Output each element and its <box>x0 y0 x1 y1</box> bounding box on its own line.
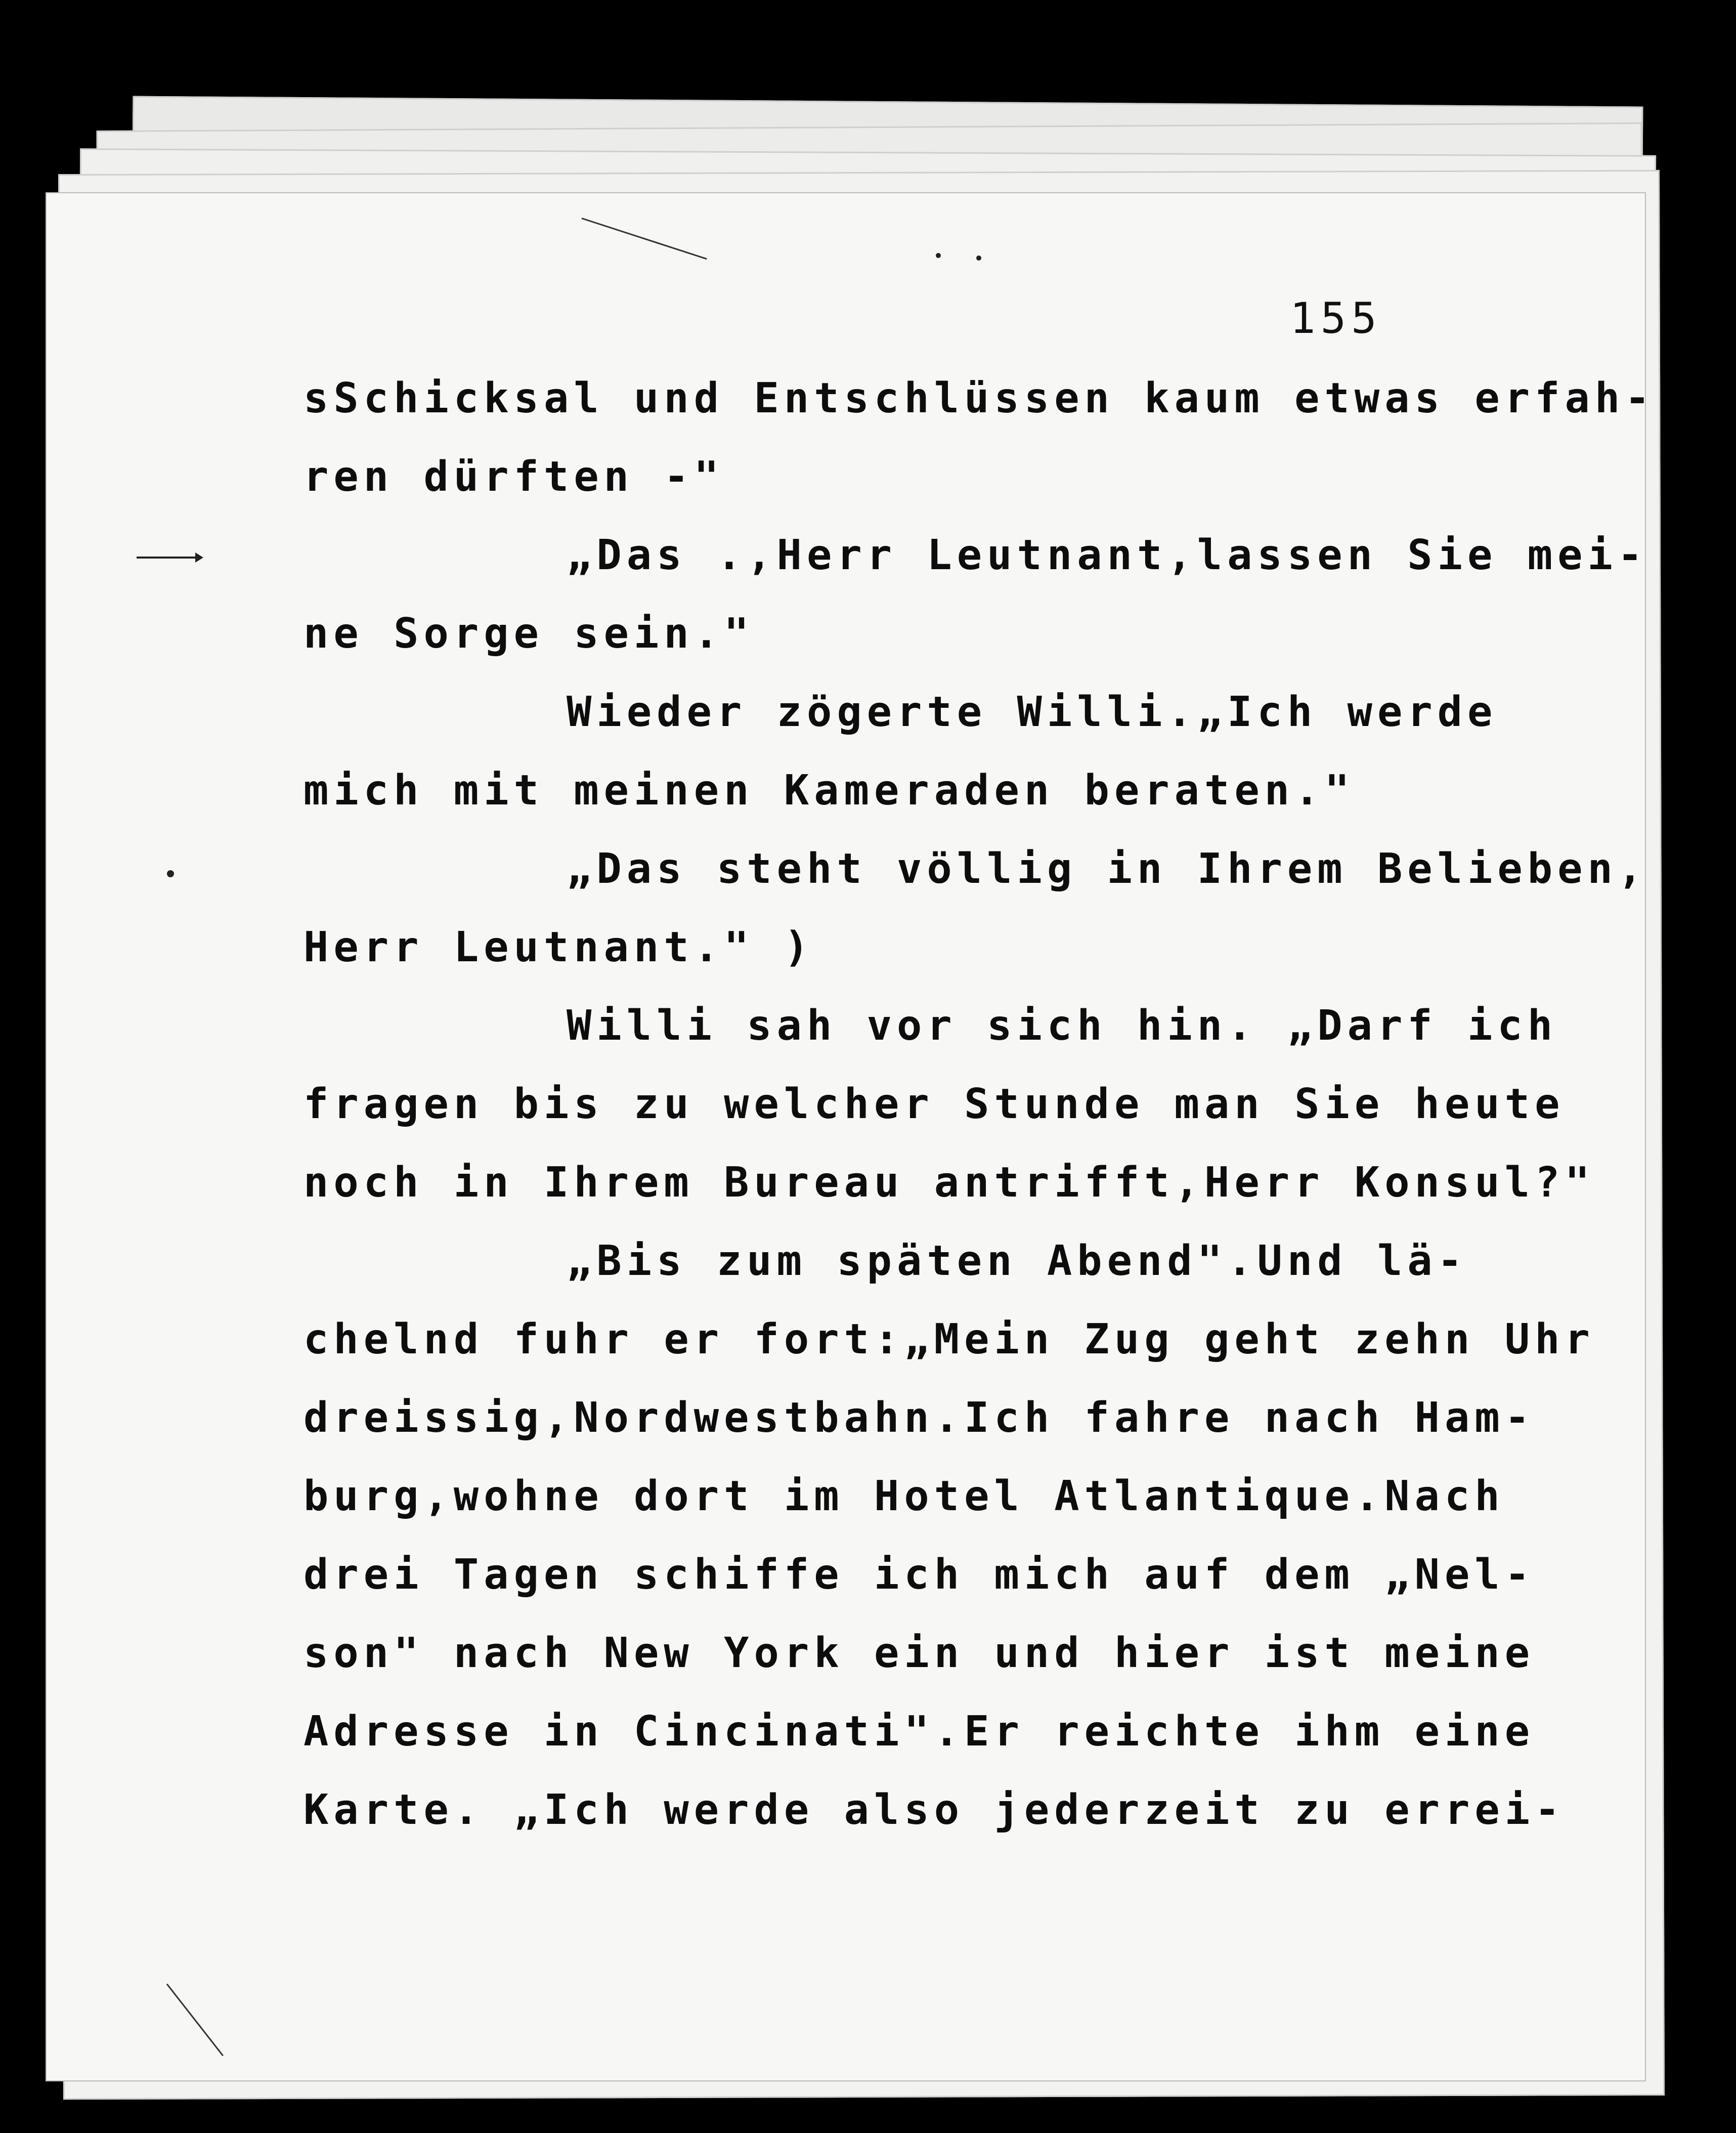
page-speck <box>976 255 981 261</box>
text-line: burg,wohne dort im Hotel Atlantique.Nach <box>303 1472 1505 1520</box>
text-line: drei Tagen schiffe ich mich auf dem „Nel- <box>303 1551 1535 1599</box>
text-line: mich mit meinen Kameraden beraten." <box>303 766 1355 815</box>
page-number: 155 <box>1290 293 1382 343</box>
margin-arrow-mark <box>137 557 197 559</box>
text-line: ne Sorge sein." <box>303 610 754 658</box>
text-line: chelnd fuhr er fort:„Mein Zug geht zehn Uhr <box>303 1315 1595 1363</box>
text-line: sSchicksal und Entschlüssen kaum etwas erfah- <box>303 374 1655 422</box>
margin-dot-mark <box>167 870 174 877</box>
page-speck <box>936 253 941 258</box>
text-line: Wieder zögerte Willi.„Ich werde <box>567 688 1498 736</box>
text-line: Herr Leutnant." ) <box>303 923 814 971</box>
text-line: fragen bis zu welcher Stunde man Sie heute <box>303 1080 1565 1128</box>
typed-text-body <box>303 374 1655 1864</box>
text-line: „Das steht völlig in Ihrem Belieben, <box>567 845 1648 893</box>
text-line: „Bis zum späten Abend".Und lä- <box>567 1237 1468 1285</box>
text-line: dreissig,Nordwestbahn.Ich fahre nach Ham- <box>303 1394 1535 1442</box>
text-line: ren dürften -" <box>303 453 724 501</box>
text-line: Willi sah vor sich hin. „Darf ich <box>567 1002 1558 1050</box>
text-line: Karte. „Ich werde also jederzeit zu errei- <box>303 1786 1565 1834</box>
text-line: son" nach New York ein und hier ist meine <box>303 1629 1535 1677</box>
text-line: „Das .,Herr Leutnant,lassen Sie mei- <box>567 531 1648 579</box>
text-line: Adresse in Cincinati".Er reichte ihm eine <box>303 1708 1535 1756</box>
text-line: noch in Ihrem Bureau antrifft,Herr Konsul?" <box>303 1159 1595 1207</box>
